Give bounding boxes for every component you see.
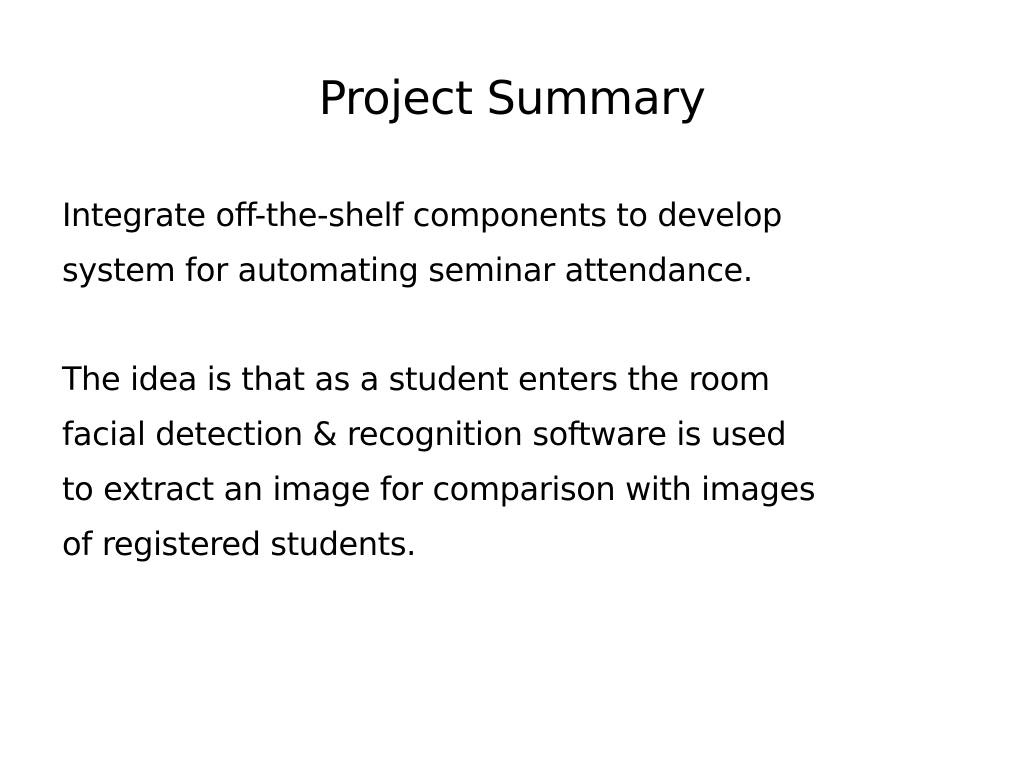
slide-body [62,188,972,626]
slide-paragraph-purpose: Integrate off-the-shelf components to develop system for automating seminar attendance. [62,196,782,289]
slide-paragraph-idea: The idea is that as a student enters the room facial detection & recognition software is used to extract an image for comparison with images of registered students. [62,360,816,563]
slide-title: Project Summary [318,71,706,125]
